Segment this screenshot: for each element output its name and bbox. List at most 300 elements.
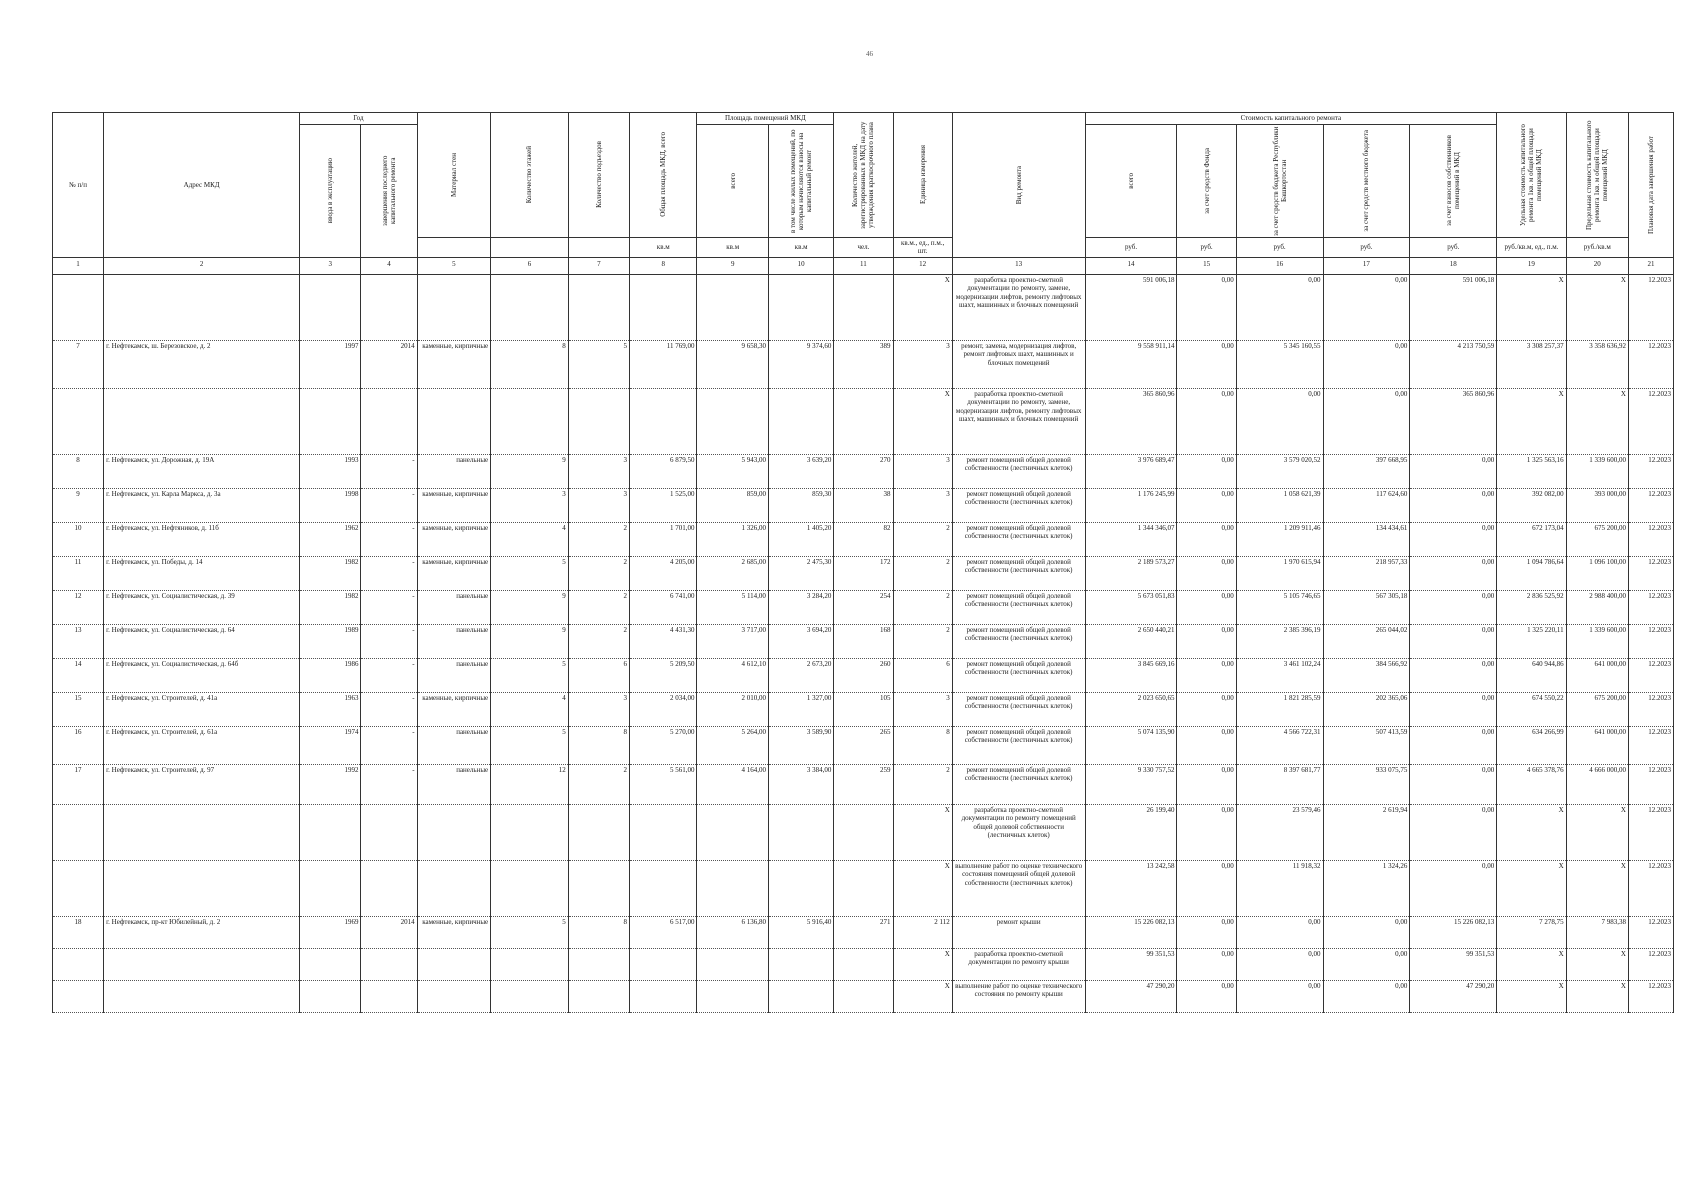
cost-owners-cell: 15 226 082,13 [1410, 916, 1497, 948]
table-row [53, 980, 1674, 1012]
cost-fund-cell: 0,00 [1177, 522, 1236, 556]
entrances-cell: 2 [568, 522, 629, 556]
floors-cell: 5 [491, 726, 569, 764]
premises-total-cell: 6 136,80 [697, 916, 768, 948]
column-index-cell: 16 [1236, 257, 1323, 274]
entrances-cell: 3 [568, 488, 629, 522]
work-type-cell: ремонт помещений общей долевой собственности (лестничных клеток) [952, 590, 1085, 624]
premises-contrib-cell: 2 475,30 [768, 556, 833, 590]
work-type-cell: выполнение работ по оценке технического состояния помещений общей долевой собственности (лестничных клеток) [952, 860, 1085, 916]
header-wall-material: Материал стен [417, 113, 491, 238]
floors-cell: 12 [491, 764, 569, 804]
premises-contrib-cell: 3 694,20 [768, 624, 833, 658]
unit-cost-cell: 3 308 257,37 [1497, 340, 1566, 388]
premises-total-cell [697, 274, 768, 340]
unit-rub-15: руб. [1177, 237, 1236, 257]
header-year-last-repair: завершения последнего капитального ремонта [361, 124, 417, 257]
unit-people: чел. [834, 237, 893, 257]
row-number [53, 860, 104, 916]
cost-owners-cell: 0,00 [1410, 764, 1497, 804]
cost-owners-cell: 0,00 [1410, 522, 1497, 556]
floors-cell: 9 [491, 454, 569, 488]
column-index-cell: 14 [1085, 257, 1177, 274]
year-commission-cell: 1982 [300, 556, 361, 590]
premises-contrib-cell [768, 388, 833, 454]
year-commission-cell: 1997 [300, 340, 361, 388]
unit-cell: 6 [893, 658, 952, 692]
column-index-cell: 2 [104, 257, 300, 274]
cost-fund-cell: 0,00 [1177, 948, 1236, 980]
header-total-area: Общая площадь МКД, всего [630, 113, 697, 238]
table-row [53, 522, 1674, 556]
year-commission-cell: 1969 [300, 916, 361, 948]
table-row [53, 388, 1674, 454]
unit-cost-cell: 1 325 220,11 [1497, 624, 1566, 658]
header-premises-contrib: в том числе жилых помещений, по которым начисляются взносы на капитальный ремонт [768, 124, 833, 237]
floors-cell: 4 [491, 522, 569, 556]
deadline-cell: 12.2023 [1628, 624, 1673, 658]
wall-material-cell [417, 388, 491, 454]
wall-material-cell: панельные [417, 624, 491, 658]
column-index-cell: 19 [1497, 257, 1566, 274]
column-index-cell: 12 [893, 257, 952, 274]
cost-total-cell: 1 344 346,07 [1085, 522, 1177, 556]
work-type-cell: ремонт помещений общей долевой собственности (лестничных клеток) [952, 556, 1085, 590]
cost-local-cell: 0,00 [1323, 388, 1410, 454]
cost-total-cell: 365 860,96 [1085, 388, 1177, 454]
cost-republic-cell: 8 397 681,77 [1236, 764, 1323, 804]
year-commission-cell: 1962 [300, 522, 361, 556]
unit-rub-19: руб./кв.м, ед., п.м. [1497, 237, 1566, 257]
cost-republic-cell: 0,00 [1236, 980, 1323, 1012]
cost-total-cell: 9 330 757,52 [1085, 764, 1177, 804]
cost-local-cell: 0,00 [1323, 274, 1410, 340]
floors-cell: 4 [491, 692, 569, 726]
cost-republic-cell: 4 566 722,31 [1236, 726, 1323, 764]
unit-area: кв.м [630, 237, 697, 257]
header-max-cost: Предельная стоимость капитального ремонта 1кв. м общей площади помещений МКД [1566, 113, 1628, 238]
address-cell: г. Нефтекамск, ул. Нефтяников, д. 11б [104, 522, 300, 556]
wall-material-cell: панельные [417, 590, 491, 624]
unit-measure: кв.м., ед., п.м., шт. [893, 237, 952, 257]
premises-total-cell [697, 388, 768, 454]
premises-total-cell [697, 860, 768, 916]
premises-contrib-cell: 2 673,20 [768, 658, 833, 692]
unit-rub-14: руб. [1085, 237, 1177, 257]
wall-material-cell: панельные [417, 658, 491, 692]
table-row [53, 624, 1674, 658]
year-commission-cell: 1974 [300, 726, 361, 764]
wall-material-cell [417, 804, 491, 860]
year-commission-cell [300, 804, 361, 860]
address-cell: г. Нефтекамск, ул. Карла Маркса, д. 3а [104, 488, 300, 522]
year-repair-cell [361, 948, 417, 980]
cost-republic-cell: 1 209 911,46 [1236, 522, 1323, 556]
total-area-cell [630, 980, 697, 1012]
unit-cost-cell: 392 082,00 [1497, 488, 1566, 522]
unit-cost-cell: 1 325 563,16 [1497, 454, 1566, 488]
table-row [53, 590, 1674, 624]
cost-local-cell: 0,00 [1323, 948, 1410, 980]
cost-republic-cell: 5 105 746,65 [1236, 590, 1323, 624]
header-cost-republic: за счет средств бюджета Республики Башкортостан [1236, 124, 1323, 237]
deadline-cell: 12.2023 [1628, 764, 1673, 804]
cost-local-cell: 507 413,59 [1323, 726, 1410, 764]
address-cell: г. Нефтекамск, ул. Строителей, д. 97 [104, 764, 300, 804]
wall-material-cell: каменные, кирпичные [417, 488, 491, 522]
premises-contrib-cell [768, 980, 833, 1012]
cost-total-cell: 99 351,53 [1085, 948, 1177, 980]
header-cost-local: за счет средств местного бюджета [1323, 124, 1410, 237]
premises-contrib-cell: 1 327,00 [768, 692, 833, 726]
unit-rub-16: руб. [1236, 237, 1323, 257]
address-cell: г. Нефтекамск, ул. Строителей, д. 41а [104, 692, 300, 726]
max-cost-cell: 1 096 100,00 [1566, 556, 1628, 590]
cost-local-cell: 0,00 [1323, 980, 1410, 1012]
wall-material-cell: каменные, кирпичные [417, 916, 491, 948]
column-index-cell: 18 [1410, 257, 1497, 274]
header-num: № п/п [53, 113, 104, 258]
wall-material-cell: каменные, кирпичные [417, 340, 491, 388]
table-body [53, 274, 1674, 1012]
entrances-cell: 2 [568, 590, 629, 624]
cost-total-cell: 1 176 245,99 [1085, 488, 1177, 522]
row-number: 7 [53, 340, 104, 388]
cost-local-cell: 933 075,75 [1323, 764, 1410, 804]
year-commission-cell: 1986 [300, 658, 361, 692]
deadline-cell: 12.2023 [1628, 804, 1673, 860]
unit-cell: X [893, 948, 952, 980]
year-repair-cell: - [361, 624, 417, 658]
unit-cost-cell: 634 266,99 [1497, 726, 1566, 764]
table-row [53, 692, 1674, 726]
cost-republic-cell: 11 918,32 [1236, 860, 1323, 916]
unit-wall [417, 237, 491, 257]
cost-owners-cell: 0,00 [1410, 726, 1497, 764]
cost-total-cell: 2 650 440,21 [1085, 624, 1177, 658]
cost-fund-cell: 0,00 [1177, 454, 1236, 488]
floors-cell [491, 980, 569, 1012]
residents-cell: 270 [834, 454, 893, 488]
year-commission-cell [300, 980, 361, 1012]
premises-total-cell: 5 114,00 [697, 590, 768, 624]
address-cell: г. Нефтекамск, ул. Социалистическая, д. 64 [104, 624, 300, 658]
column-index-cell: 10 [768, 257, 833, 274]
floors-cell: 9 [491, 590, 569, 624]
year-repair-cell: - [361, 726, 417, 764]
floors-cell [491, 860, 569, 916]
row-number: 17 [53, 764, 104, 804]
deadline-cell: 12.2023 [1628, 488, 1673, 522]
total-area-cell: 5 209,50 [630, 658, 697, 692]
deadline-cell: 12.2023 [1628, 860, 1673, 916]
residents-cell: 389 [834, 340, 893, 388]
premises-contrib-cell: 3 589,90 [768, 726, 833, 764]
premises-contrib-cell [768, 860, 833, 916]
table-row [53, 948, 1674, 980]
premises-contrib-cell [768, 804, 833, 860]
residents-cell: 38 [834, 488, 893, 522]
work-type-cell: ремонт помещений общей долевой собственности (лестничных клеток) [952, 488, 1085, 522]
entrances-cell: 8 [568, 916, 629, 948]
max-cost-cell: 3 358 636,92 [1566, 340, 1628, 388]
premises-total-cell: 5 943,00 [697, 454, 768, 488]
premises-contrib-cell: 3 284,20 [768, 590, 833, 624]
table-row [53, 556, 1674, 590]
premises-contrib-cell: 3 639,20 [768, 454, 833, 488]
premises-total-cell [697, 980, 768, 1012]
cost-fund-cell: 0,00 [1177, 726, 1236, 764]
cost-owners-cell: 591 006,18 [1410, 274, 1497, 340]
floors-cell: 5 [491, 916, 569, 948]
cost-local-cell: 0,00 [1323, 340, 1410, 388]
wall-material-cell: каменные, кирпичные [417, 692, 491, 726]
column-index-cell: 15 [1177, 257, 1236, 274]
cost-fund-cell: 0,00 [1177, 980, 1236, 1012]
entrances-cell [568, 804, 629, 860]
cost-republic-cell: 2 385 396,19 [1236, 624, 1323, 658]
header-unit-cost: Удельная стоимость капитального ремонта 1кв. м общей площади помещений МКД [1497, 113, 1566, 238]
year-commission-cell [300, 860, 361, 916]
column-index-cell: 9 [697, 257, 768, 274]
table-row [53, 340, 1674, 388]
total-area-cell: 1 701,00 [630, 522, 697, 556]
year-repair-cell: - [361, 522, 417, 556]
year-repair-cell: - [361, 590, 417, 624]
premises-total-cell: 2 685,00 [697, 556, 768, 590]
deadline-cell: 12.2023 [1628, 658, 1673, 692]
cost-local-cell: 0,00 [1323, 916, 1410, 948]
row-number: 8 [53, 454, 104, 488]
unit-cell: X [893, 388, 952, 454]
wall-material-cell [417, 948, 491, 980]
work-type-cell: ремонт крыши [952, 916, 1085, 948]
unit-cell: X [893, 274, 952, 340]
cost-local-cell: 1 324,26 [1323, 860, 1410, 916]
deadline-cell: 12.2023 [1628, 590, 1673, 624]
cost-owners-cell: 47 290,20 [1410, 980, 1497, 1012]
header-address: Адрес МКД [104, 113, 300, 258]
unit-cell: 3 [893, 692, 952, 726]
unit-cell: X [893, 980, 952, 1012]
max-cost-cell: 393 000,00 [1566, 488, 1628, 522]
year-repair-cell [361, 860, 417, 916]
unit-cost-cell: X [1497, 274, 1566, 340]
cost-local-cell: 202 365,06 [1323, 692, 1410, 726]
page-number: 46 [866, 50, 873, 58]
cost-local-cell: 265 044,02 [1323, 624, 1410, 658]
cost-local-cell: 117 624,60 [1323, 488, 1410, 522]
table-row [53, 804, 1674, 860]
unit-rub-17: руб. [1323, 237, 1410, 257]
table-row [53, 488, 1674, 522]
cost-fund-cell: 0,00 [1177, 388, 1236, 454]
work-type-cell: ремонт помещений общей долевой собственности (лестничных клеток) [952, 726, 1085, 764]
entrances-cell [568, 274, 629, 340]
max-cost-cell: 641 000,00 [1566, 726, 1628, 764]
work-type-cell: ремонт помещений общей долевой собственности (лестничных клеток) [952, 658, 1085, 692]
year-repair-cell [361, 388, 417, 454]
year-repair-cell: 2014 [361, 340, 417, 388]
header-year-commission: ввода в эксплуатацию [300, 124, 361, 257]
address-cell [104, 274, 300, 340]
cost-fund-cell: 0,00 [1177, 658, 1236, 692]
address-cell: г. Нефтекамск, ул. Строителей, д. 61а [104, 726, 300, 764]
cost-owners-cell: 0,00 [1410, 658, 1497, 692]
max-cost-cell: X [1566, 388, 1628, 454]
cost-republic-cell: 1 058 621,39 [1236, 488, 1323, 522]
row-number: 12 [53, 590, 104, 624]
table-row [53, 454, 1674, 488]
year-repair-cell: - [361, 556, 417, 590]
cost-fund-cell: 0,00 [1177, 340, 1236, 388]
cost-total-cell: 2 189 573,27 [1085, 556, 1177, 590]
entrances-cell: 3 [568, 454, 629, 488]
column-index-row [53, 257, 1674, 274]
deadline-cell: 12.2023 [1628, 556, 1673, 590]
unit-rub-18: руб. [1410, 237, 1497, 257]
deadline-cell: 12.2023 [1628, 948, 1673, 980]
floors-cell: 8 [491, 340, 569, 388]
work-type-cell: ремонт помещений общей долевой собственности (лестничных клеток) [952, 522, 1085, 556]
total-area-cell [630, 948, 697, 980]
year-commission-cell [300, 388, 361, 454]
floors-cell: 3 [491, 488, 569, 522]
header-year-group: Год [300, 113, 417, 125]
residents-cell: 265 [834, 726, 893, 764]
unit-cost-cell: 640 944,86 [1497, 658, 1566, 692]
total-area-cell: 5 270,00 [630, 726, 697, 764]
total-area-cell: 5 561,00 [630, 764, 697, 804]
unit-cell: 2 [893, 522, 952, 556]
column-index-cell: 20 [1566, 257, 1628, 274]
premises-total-cell: 859,00 [697, 488, 768, 522]
cost-owners-cell: 0,00 [1410, 556, 1497, 590]
max-cost-cell: 2 988 400,00 [1566, 590, 1628, 624]
work-type-cell: разработка проектно-сметной документации по ремонту, замене, модернизации лифтов, ремонту лифтовых шахт, машинных и блочных помещений [952, 274, 1085, 340]
cost-fund-cell: 0,00 [1177, 556, 1236, 590]
column-index-cell: 17 [1323, 257, 1410, 274]
cost-total-cell: 5 074 135,90 [1085, 726, 1177, 764]
residents-cell: 82 [834, 522, 893, 556]
table-row [53, 726, 1674, 764]
entrances-cell: 3 [568, 692, 629, 726]
cost-republic-cell: 1 821 285,59 [1236, 692, 1323, 726]
unit-cell: X [893, 860, 952, 916]
cost-fund-cell: 0,00 [1177, 692, 1236, 726]
premises-total-cell: 3 717,00 [697, 624, 768, 658]
unit-cell: 8 [893, 726, 952, 764]
deadline-cell: 12.2023 [1628, 454, 1673, 488]
year-commission-cell: 1982 [300, 590, 361, 624]
deadline-cell: 12.2023 [1628, 916, 1673, 948]
address-cell [104, 980, 300, 1012]
column-index-cell: 11 [834, 257, 893, 274]
work-type-cell: разработка проектно-сметной документации по ремонту, замене, модернизации лифтов, ремонту лифтовых шахт, машинных и блочных помещений [952, 388, 1085, 454]
unit-cell: 2 [893, 556, 952, 590]
cost-owners-cell: 0,00 [1410, 454, 1497, 488]
wall-material-cell [417, 274, 491, 340]
cost-total-cell: 591 006,18 [1085, 274, 1177, 340]
wall-material-cell: панельные [417, 726, 491, 764]
residents-cell: 259 [834, 764, 893, 804]
residents-cell: 172 [834, 556, 893, 590]
residents-cell: 260 [834, 658, 893, 692]
total-area-cell [630, 860, 697, 916]
unit-cell: 3 [893, 488, 952, 522]
unit-cost-cell: X [1497, 980, 1566, 1012]
cost-fund-cell: 0,00 [1177, 764, 1236, 804]
unit-area10: кв.м [768, 237, 833, 257]
table-row [53, 860, 1674, 916]
premises-total-cell: 4 612,10 [697, 658, 768, 692]
year-repair-cell: - [361, 764, 417, 804]
unit-cell: 2 [893, 590, 952, 624]
max-cost-cell: X [1566, 804, 1628, 860]
unit-cell: 2 112 [893, 916, 952, 948]
entrances-cell: 2 [568, 764, 629, 804]
work-type-cell: разработка проектно-сметной документации по ремонту помещений общей долевой собственности (лестничных клеток) [952, 804, 1085, 860]
cost-local-cell: 134 434,61 [1323, 522, 1410, 556]
header-residents: Количество жителей, зарегистрированных в МКД на дату утверждения краткосрочного плана [834, 113, 893, 238]
deadline-cell: 12.2023 [1628, 340, 1673, 388]
cost-owners-cell: 0,00 [1410, 488, 1497, 522]
premises-contrib-cell: 5 916,40 [768, 916, 833, 948]
wall-material-cell [417, 980, 491, 1012]
deadline-cell: 12.2023 [1628, 726, 1673, 764]
column-index-cell: 4 [361, 257, 417, 274]
column-index-cell: 3 [300, 257, 361, 274]
deadline-cell: 12.2023 [1628, 980, 1673, 1012]
repair-plan-sheet [52, 112, 1674, 1013]
deadline-cell: 12.2023 [1628, 388, 1673, 454]
cost-owners-cell: 0,00 [1410, 624, 1497, 658]
deadline-cell: 12.2023 [1628, 522, 1673, 556]
residents-cell: 271 [834, 916, 893, 948]
cost-fund-cell: 0,00 [1177, 274, 1236, 340]
premises-total-cell [697, 804, 768, 860]
total-area-cell [630, 274, 697, 340]
work-type-cell: выполнение работ по оценке технического состояния по ремонту крыши [952, 980, 1085, 1012]
column-index-cell: 5 [417, 257, 491, 274]
premises-contrib-cell: 9 374,60 [768, 340, 833, 388]
year-repair-cell [361, 274, 417, 340]
address-cell [104, 388, 300, 454]
unit-cost-cell: X [1497, 948, 1566, 980]
unit-floors [491, 237, 569, 257]
address-cell: г. Нефтекамск, ул. Дорожная, д. 19А [104, 454, 300, 488]
header-unit: Единица измерения [893, 113, 952, 238]
row-number: 16 [53, 726, 104, 764]
premises-total-cell: 9 658,30 [697, 340, 768, 388]
work-type-cell: ремонт помещений общей долевой собственности (лестничных клеток) [952, 764, 1085, 804]
entrances-cell [568, 860, 629, 916]
total-area-cell: 4 205,00 [630, 556, 697, 590]
entrances-cell [568, 980, 629, 1012]
total-area-cell: 1 525,00 [630, 488, 697, 522]
total-area-cell: 2 034,00 [630, 692, 697, 726]
unit-cost-cell: 1 094 786,64 [1497, 556, 1566, 590]
header-entrances: Количество подъездов [568, 113, 629, 238]
max-cost-cell: X [1566, 948, 1628, 980]
max-cost-cell: X [1566, 980, 1628, 1012]
wall-material-cell: каменные, кирпичные [417, 522, 491, 556]
residents-cell: 105 [834, 692, 893, 726]
cost-total-cell: 2 023 650,65 [1085, 692, 1177, 726]
row-number [53, 388, 104, 454]
max-cost-cell: 7 983,38 [1566, 916, 1628, 948]
address-cell [104, 860, 300, 916]
